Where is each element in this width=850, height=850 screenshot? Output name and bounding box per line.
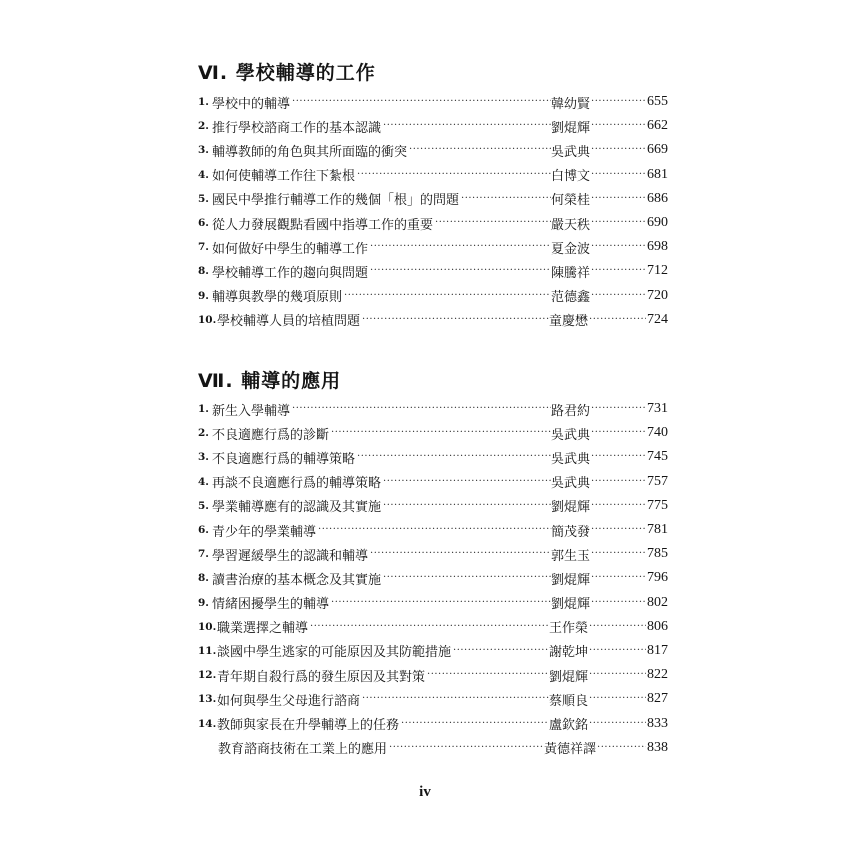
entry-number: 2.	[198, 120, 209, 133]
leader-dots	[589, 313, 647, 327]
entry-title: 學校輔導人員的培植問題	[217, 314, 361, 330]
entry-number: 6.	[198, 217, 209, 230]
entry-title-area	[198, 286, 668, 305]
toc-entry	[198, 114, 668, 138]
toc-entry	[198, 308, 668, 332]
leader-dots	[370, 240, 551, 254]
entry-number: 1.	[198, 96, 209, 109]
leader-dots	[591, 95, 649, 109]
entry-title: 推行學校諮商工作的基本認識	[212, 120, 382, 136]
entry-author: 吳武典	[551, 451, 591, 467]
toc-entry	[198, 235, 668, 259]
leader-dots	[591, 289, 649, 303]
leader-dots	[591, 264, 649, 278]
entry-author: 蔡順良	[549, 693, 589, 709]
toc-entry	[198, 711, 668, 735]
page-number-footer: iv	[419, 784, 431, 800]
entry-page-number: 698	[647, 239, 668, 255]
leader-dots	[453, 644, 549, 658]
entry-author: 盧欽銘	[549, 718, 589, 734]
leader-dots	[591, 216, 649, 230]
leader-dots	[589, 644, 647, 658]
entry-title-area	[198, 666, 668, 685]
entry-page-number: 785	[647, 546, 668, 562]
entry-page-number: 817	[647, 642, 668, 658]
entry-title: 教師與家長在升學輔導上的任務	[217, 718, 400, 734]
entry-author: 吳武典	[551, 144, 591, 160]
entry-title: 讀書治療的基本概念及其實施	[212, 572, 382, 588]
entry-page-number: 720	[647, 287, 668, 303]
leader-dots	[427, 668, 549, 682]
leader-dots	[357, 450, 551, 464]
entry-number: 9.	[198, 289, 209, 302]
entry-page-number: 681	[647, 166, 668, 182]
leader-dots	[591, 523, 649, 537]
entry-author: 劉焜輝	[551, 120, 591, 136]
leader-dots	[591, 168, 649, 182]
entry-number: 10.	[198, 313, 217, 326]
entry-title-area	[198, 472, 668, 491]
section-school-guidance	[198, 60, 668, 332]
toc-entry	[198, 639, 668, 663]
entry-number: 4.	[198, 168, 209, 181]
entry-author: 童慶懋	[549, 314, 589, 330]
entry-title: 學業輔導應有的認識及其實施	[212, 500, 382, 516]
entry-author: 謝乾坤	[549, 645, 589, 661]
entry-title-area	[198, 424, 668, 443]
entry-author: 劉焜輝	[549, 669, 589, 685]
entry-title-area	[198, 189, 668, 208]
toc-entry	[198, 591, 668, 615]
entry-page-number: 781	[647, 522, 668, 538]
leader-dots	[362, 313, 549, 327]
entry-number: 3.	[198, 451, 209, 464]
section-guidance-application	[198, 368, 668, 760]
entry-number: 13.	[198, 693, 217, 706]
toc-entry	[198, 687, 668, 711]
entry-title-area	[198, 714, 668, 733]
entry-title-area	[198, 641, 668, 660]
entry-title-area	[198, 262, 668, 281]
leader-dots	[591, 475, 649, 489]
entry-page-number: 838	[647, 739, 668, 755]
entry-page-number: 669	[647, 142, 668, 158]
leader-dots	[591, 571, 649, 585]
entry-author: 路君約	[551, 403, 591, 419]
leader-dots	[591, 240, 649, 254]
toc-entry	[198, 211, 668, 235]
entry-title: 再談不良適應行爲的輔導策略	[212, 476, 382, 492]
entry-author: 郭生玉	[551, 548, 591, 564]
entry-title-area	[198, 593, 668, 612]
toc-entry	[198, 90, 668, 114]
entry-number: 14.	[198, 717, 217, 730]
toc-entry	[198, 736, 668, 760]
leader-dots	[591, 143, 649, 157]
entry-page-number: 775	[647, 497, 668, 513]
entry-title-area	[198, 165, 668, 184]
leader-dots	[383, 499, 551, 513]
entry-list	[198, 397, 668, 760]
toc-entry	[198, 542, 668, 566]
entry-title-area	[198, 569, 668, 588]
entry-title-area	[198, 690, 668, 709]
toc-entry	[198, 615, 668, 639]
leader-dots	[461, 192, 551, 206]
leader-dots	[409, 143, 551, 157]
leader-dots	[591, 547, 649, 561]
entry-number: 6.	[198, 524, 209, 537]
entry-title: 職業選擇之輔導	[217, 621, 309, 637]
entry-author: 黃德祥譯	[544, 742, 597, 758]
leader-dots	[591, 192, 649, 206]
leader-dots	[591, 119, 649, 133]
entry-page-number: 806	[647, 618, 668, 634]
entry-author: 夏金波	[551, 241, 591, 257]
entry-page-number: 822	[647, 667, 668, 683]
entry-number: 2.	[198, 427, 209, 440]
entry-page-number: 686	[647, 190, 668, 206]
entry-number: 10.	[198, 620, 217, 633]
section-title: Ⅶ. 輔導的應用	[198, 370, 342, 392]
entry-page-number: 662	[647, 118, 668, 134]
leader-dots	[383, 571, 551, 585]
entry-author: 范德鑫	[551, 290, 591, 306]
leader-dots	[344, 289, 551, 303]
entry-title-area	[198, 214, 668, 233]
entry-author: 白博文	[551, 169, 591, 185]
entry-page-number: 690	[647, 215, 668, 231]
leader-dots	[331, 596, 551, 610]
toc-entry	[198, 187, 668, 211]
entry-page-number: 745	[647, 449, 668, 465]
entry-author: 吳武典	[551, 427, 591, 443]
entry-title: 不良適應行爲的輔導策略	[212, 451, 356, 467]
entry-title: 國民中學推行輔導工作的幾個「根」的問題	[212, 193, 460, 209]
entry-author: 簡茂發	[551, 524, 591, 540]
entry-title-area	[198, 141, 668, 160]
leader-dots	[389, 741, 544, 755]
entry-title-area	[198, 400, 668, 419]
leader-dots	[331, 426, 551, 440]
toc-entry	[198, 566, 668, 590]
entry-page-number: 833	[647, 715, 668, 731]
entry-title: 青少年的學業輔導	[212, 524, 317, 540]
entry-title: 輔導教師的角色與其所面臨的衝突	[212, 144, 408, 160]
toc-entry	[198, 445, 668, 469]
entry-title-area	[198, 617, 668, 636]
entry-author: 嚴天秩	[551, 217, 591, 233]
leader-dots	[589, 717, 647, 731]
toc-entry	[198, 470, 668, 494]
leader-dots	[591, 596, 649, 610]
entry-number: 12.	[198, 669, 217, 682]
toc-entry	[198, 138, 668, 162]
leader-dots	[292, 402, 551, 416]
toc-entry	[198, 494, 668, 518]
entry-page-number: 802	[647, 594, 668, 610]
entry-number: 3.	[198, 144, 209, 157]
entry-title: 學習遲緩學生的認識和輔導	[212, 548, 369, 564]
leader-dots	[589, 620, 647, 634]
entry-title: 談國中學生逃家的可能原因及其防範措施	[217, 645, 452, 661]
entry-title: 如何與學生父母進行諮商	[217, 693, 361, 709]
section-title: Ⅵ. 學校輔導的工作	[198, 62, 376, 84]
entry-number: 9.	[198, 596, 209, 609]
leader-dots	[362, 692, 549, 706]
entry-title: 輔導與教學的幾項原則	[212, 290, 343, 306]
entry-page-number: 655	[647, 94, 668, 110]
entry-number: 4.	[198, 475, 209, 488]
entry-title-area	[198, 117, 668, 136]
entry-title-area	[198, 448, 668, 467]
entry-title-area	[198, 521, 668, 540]
entry-title: 學校中的輔導	[212, 96, 291, 112]
entry-number: 8.	[198, 265, 209, 278]
toc-entry	[198, 163, 668, 187]
entry-page-number: 796	[647, 570, 668, 586]
entry-title: 教育諮商技術在工業上的應用	[218, 742, 388, 758]
entry-title-area	[198, 496, 668, 515]
entry-title-area	[198, 738, 668, 757]
entry-title: 情緒困擾學生的輔導	[212, 597, 330, 613]
leader-dots	[591, 499, 649, 513]
leader-dots	[310, 620, 549, 634]
leader-dots	[435, 216, 551, 230]
entry-title-area	[198, 238, 668, 257]
entry-author: 何榮桂	[551, 193, 591, 209]
leader-dots	[589, 692, 647, 706]
entry-number: 1.	[198, 403, 209, 416]
entry-page-number: 740	[647, 425, 668, 441]
entry-author: 陳騰祥	[551, 265, 591, 281]
entry-page-number: 827	[647, 691, 668, 707]
entry-title: 如何做好中學生的輔導工作	[212, 241, 369, 257]
entry-page-number: 731	[647, 401, 668, 417]
entry-title-area	[198, 93, 668, 112]
entry-author: 劉焜輝	[551, 500, 591, 516]
entry-title: 不良適應行爲的診斷	[212, 427, 330, 443]
leader-dots	[292, 95, 551, 109]
entry-author: 劉焜輝	[551, 597, 591, 613]
toc-entry	[198, 397, 668, 421]
toc-entry	[198, 518, 668, 542]
entry-number: 5.	[198, 192, 209, 205]
entry-title: 青年期自殺行爲的發生原因及其對策	[217, 669, 426, 685]
entry-title: 如何使輔導工作往下紮根	[212, 169, 356, 185]
entry-title: 新生入學輔導	[212, 403, 291, 419]
leader-dots	[383, 119, 551, 133]
entry-page-number: 712	[647, 263, 668, 279]
leader-dots	[401, 717, 549, 731]
leader-dots	[589, 668, 647, 682]
entry-author: 劉焜輝	[551, 572, 591, 588]
entry-author: 韓幼賢	[551, 96, 591, 112]
leader-dots	[370, 547, 551, 561]
entry-title-area	[198, 545, 668, 564]
entry-author: 吳武典	[551, 476, 591, 492]
toc-entry	[198, 259, 668, 283]
leader-dots	[591, 450, 649, 464]
leader-dots	[591, 402, 649, 416]
entry-list	[198, 90, 668, 332]
toc-entry	[198, 421, 668, 445]
entry-title: 學校輔導工作的趨向與問題	[212, 265, 369, 281]
leader-dots	[357, 168, 551, 182]
leader-dots	[383, 475, 551, 489]
leader-dots	[370, 264, 551, 278]
entry-number: 11.	[198, 644, 217, 657]
entry-page-number: 757	[647, 473, 668, 489]
toc-entry	[198, 663, 668, 687]
leader-dots	[318, 523, 551, 537]
toc-entry	[198, 284, 668, 308]
entry-number: 8.	[198, 572, 209, 585]
entry-number: 7.	[198, 241, 209, 254]
leader-dots	[591, 426, 649, 440]
entry-author: 王作榮	[549, 621, 589, 637]
entry-number: 7.	[198, 548, 209, 561]
entry-page-number: 724	[647, 311, 668, 327]
entry-title-area	[198, 310, 668, 329]
entry-number: 5.	[198, 499, 209, 512]
entry-title: 從人力發展觀點看國中指導工作的重要	[212, 217, 434, 233]
